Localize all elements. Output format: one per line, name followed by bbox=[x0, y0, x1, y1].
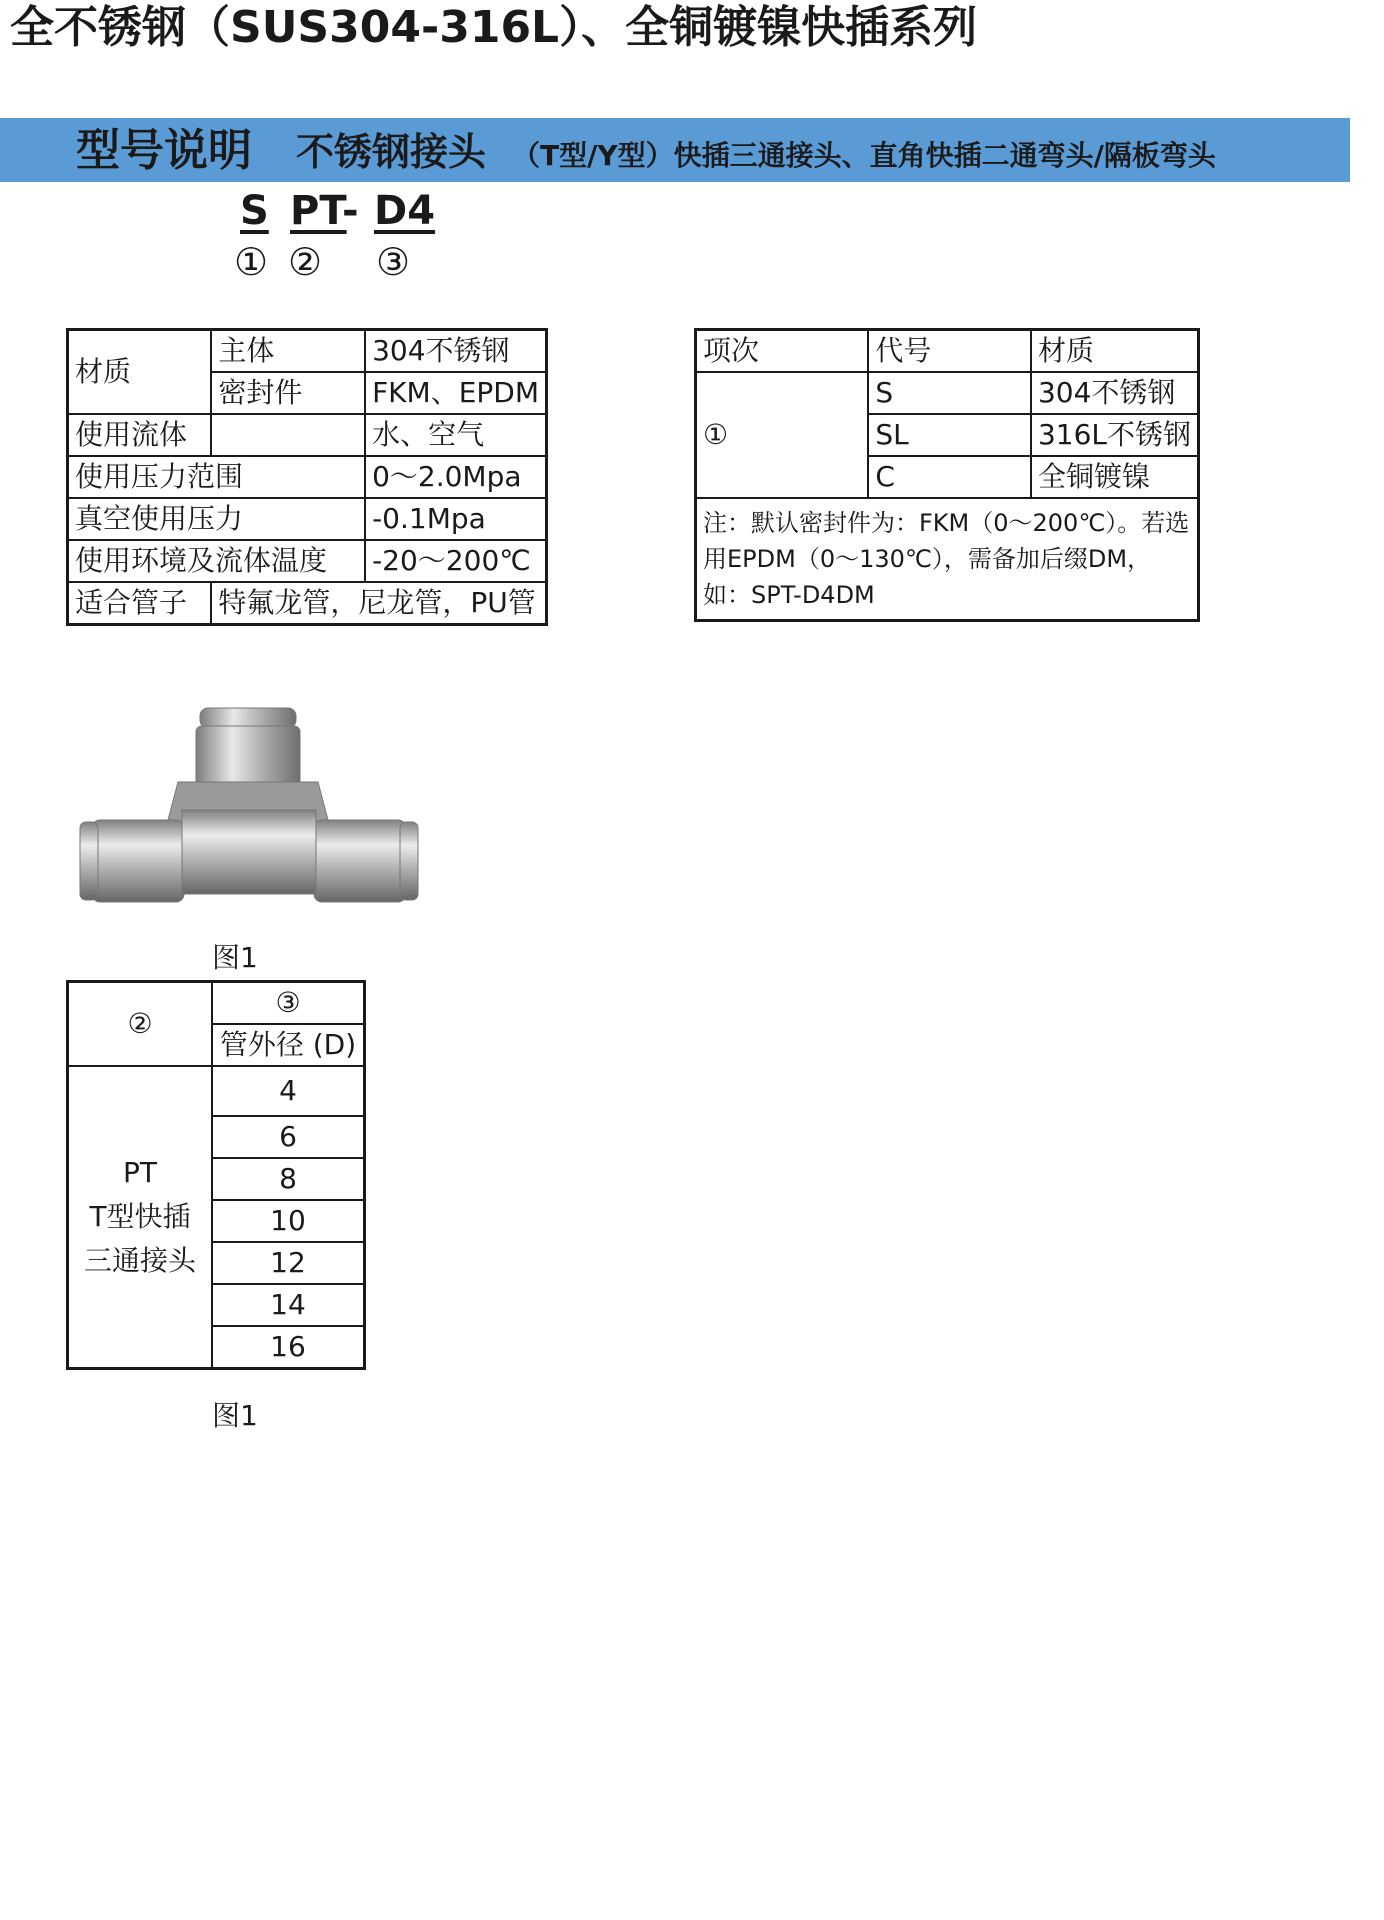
model-code-marker-3: ③ bbox=[376, 240, 411, 284]
size-cell: 10 bbox=[212, 1200, 365, 1242]
body-label: 主体 bbox=[211, 330, 365, 373]
model-code-marker-1: ① bbox=[234, 240, 269, 284]
figure-caption: 图1 bbox=[212, 941, 258, 974]
model-code-dash: - bbox=[342, 188, 359, 234]
size-cell: 12 bbox=[212, 1242, 365, 1284]
seal-note: 注：默认密封件为：FKM（0～200℃）。若选用EPDM（0～130℃），需备加后缀DM，如：SPT-D4DM bbox=[696, 498, 1199, 621]
pressure-value: 0～2.0Mpa bbox=[365, 456, 546, 498]
material-code-table bbox=[694, 328, 1200, 622]
banner-heading: 型号说明 bbox=[76, 125, 252, 176]
model-code-part-1: S bbox=[240, 188, 269, 234]
banner-subtitle: （T型/Y型）快插三通接头、直角快插二通弯头/隔板弯头 bbox=[512, 139, 1216, 172]
code-cell: S bbox=[868, 372, 1031, 414]
temp-value: -20～200℃ bbox=[365, 540, 546, 582]
type-code: PT bbox=[123, 1156, 157, 1189]
banner-subheading: 不锈钢接头 bbox=[296, 130, 487, 174]
size-col2-header-top: ③ bbox=[212, 982, 365, 1025]
spec-table bbox=[66, 328, 548, 626]
size-cell: 6 bbox=[212, 1116, 365, 1158]
size-col2-header-bottom: 管外径 (D) bbox=[212, 1024, 365, 1066]
tube-label: 适合管子 bbox=[68, 582, 212, 625]
material-label: 材质 bbox=[68, 330, 212, 415]
tube-value: 特氟龙管，尼龙管，PU管 bbox=[211, 582, 546, 625]
tee-fitting-image bbox=[78, 700, 428, 930]
pressure-label: 使用压力范围 bbox=[68, 456, 366, 498]
size-cell: 8 bbox=[212, 1158, 365, 1200]
size-col1-header: ② bbox=[68, 982, 213, 1067]
page-title: 全不锈钢（SUS304-316L）、全铜镀镍快插系列 bbox=[10, 2, 978, 53]
vacuum-value: -0.1Mpa bbox=[365, 498, 546, 540]
item-marker: ① bbox=[696, 372, 869, 498]
seal-label: 密封件 bbox=[211, 372, 365, 414]
material-cell: 304不锈钢 bbox=[1031, 372, 1199, 414]
size-cell: 14 bbox=[212, 1284, 365, 1326]
vacuum-label: 真空使用压力 bbox=[68, 498, 366, 540]
code-cell: SL bbox=[868, 414, 1031, 456]
header-item: 项次 bbox=[696, 330, 869, 373]
seal-value: FKM、EPDM bbox=[365, 372, 546, 414]
code-cell: C bbox=[868, 456, 1031, 498]
figure-caption: 图1 bbox=[212, 1399, 258, 1432]
material-cell: 全铜镀镍 bbox=[1031, 456, 1199, 498]
type-desc: 三通接头 bbox=[83, 1244, 196, 1277]
material-cell: 316L不锈钢 bbox=[1031, 414, 1199, 456]
size-cell: 4 bbox=[212, 1066, 365, 1116]
header-code: 代号 bbox=[868, 330, 1031, 373]
model-code-part-3: D4 bbox=[374, 188, 436, 234]
size-table bbox=[66, 980, 366, 1370]
type-label bbox=[68, 1066, 213, 1369]
model-code-marker-2: ② bbox=[288, 240, 323, 284]
body-value: 304不锈钢 bbox=[365, 330, 546, 373]
type-name: T型快插 bbox=[89, 1200, 191, 1233]
temp-label: 使用环境及流体温度 bbox=[68, 540, 366, 582]
model-code-part-2: PT bbox=[290, 188, 347, 234]
fluid-label: 使用流体 bbox=[68, 414, 212, 456]
section-banner bbox=[0, 118, 1350, 182]
fluid-value: 水、空气 bbox=[365, 414, 546, 456]
size-cell: 16 bbox=[212, 1326, 365, 1369]
fluid-empty bbox=[211, 414, 365, 456]
header-material: 材质 bbox=[1031, 330, 1199, 373]
